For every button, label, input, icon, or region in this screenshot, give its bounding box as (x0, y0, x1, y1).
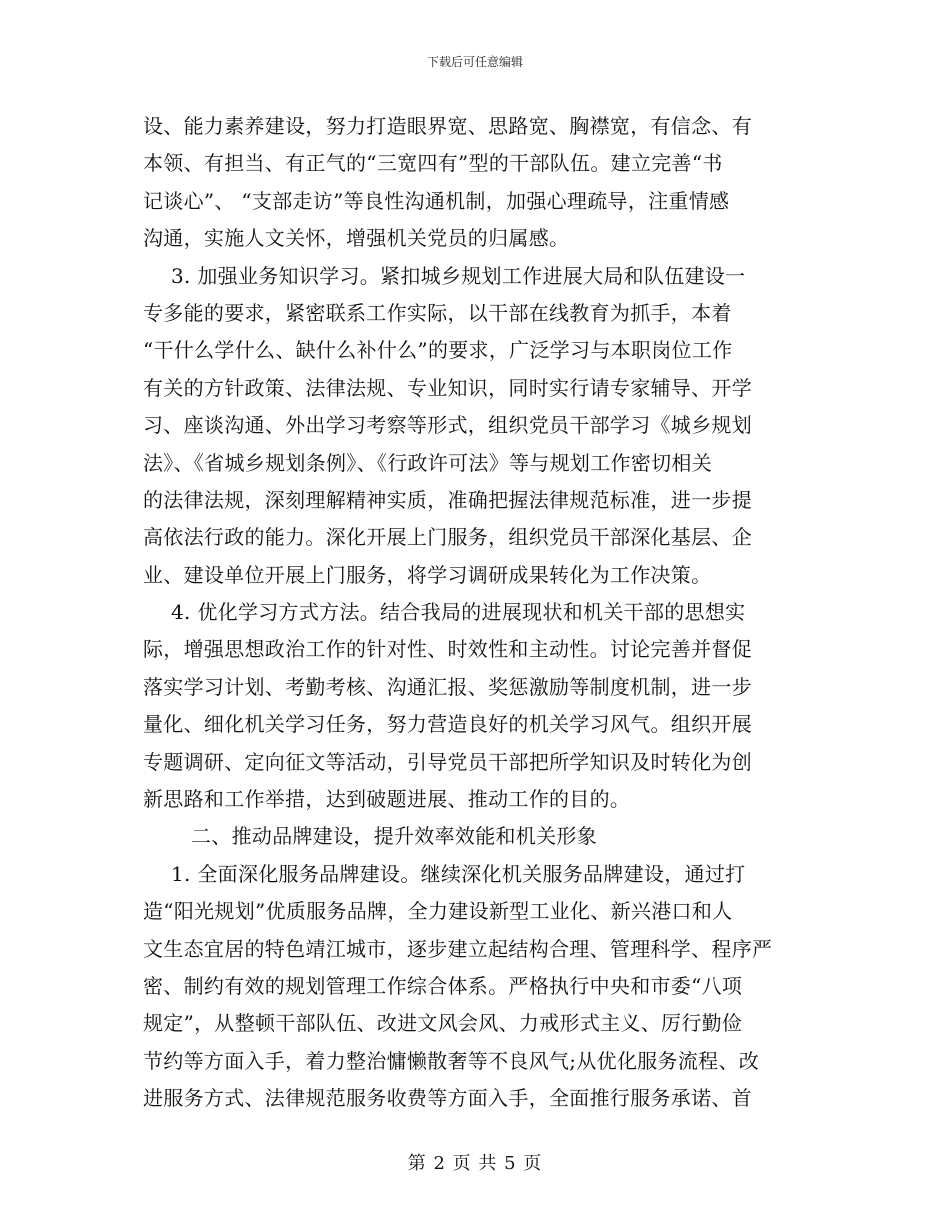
text-line: 量化、细化机关学习任务，努力营造良好的机关学习风气。组织开展 (143, 712, 752, 737)
document-body (143, 108, 811, 1118)
text-line: 沟通，实施人文关怀，增强机关党员的归属感。 (143, 226, 570, 251)
text-line: 习、座谈沟通、外出学习考察等形式，组织党员干部学习《城乡规划 (143, 413, 752, 438)
text-line: 的法律法规，深刻理解精神实质，准确把握法律规范标准，进一步提 (143, 487, 752, 512)
text-line: 高依法行政的能力。深化开展上门服务，组织党员干部深化基层、企 (143, 525, 752, 550)
page-footer: 第 2 页 共 5 页 (407, 1153, 543, 1174)
text-line: 新思路和工作举措，达到破题进展、推动工作的目的。 (143, 787, 631, 812)
text-line: 规定”，从整顿干部队伍、改进文风会风、力戒形式主义、厉行勤俭 (143, 1011, 743, 1036)
text-line: 法》、《省城乡规划条例》、《行政许可法》等与规划工作密切相关 (143, 450, 712, 475)
text-line: “干什么学什么、缺什么补什么”的要求，广泛学习与本职岗位工作 (143, 338, 733, 363)
text-line: 1. 全面深化服务品牌建设。继续深化机关服务品牌建设，通过打 (171, 861, 746, 886)
page-header: 下载后可任意编辑 (426, 55, 523, 69)
text-line: 设、能力素养建设，努力打造眼界宽、思路宽、胸襟宽，有信念、有 (143, 114, 752, 138)
section-heading: 二、推动品牌建设，提升效率效能和机关形象 (191, 824, 597, 849)
text-line: 造“阳光规划”优质服务品牌，全力建设新型工业化、新兴港口和人 (143, 899, 733, 924)
text-line: 际，增强思想政治工作的针对性、时效性和主动性。讨论完善并督促 (143, 637, 752, 662)
text-line: 记谈心”、 “支部走访”等良性沟通机制，加强心理疏导，注重情感 (143, 188, 730, 213)
text-line: 文生态宜居的特色靖江城市，逐步建立起结构合理、管理科学、程序严 (143, 936, 773, 961)
text-line: 专题调研、定向征文等活动，引导党员干部把所学知识及时转化为创 (143, 749, 752, 774)
text-line: 进服务方式、法律规范服务收费等方面入手，全面推行服务承诺、首 (143, 1086, 752, 1111)
text-line: 专多能的要求，紧密联系工作实际，以干部在线教育为抓手，本着 (143, 300, 732, 325)
text-line: 4. 优化学习方式方法。结合我局的进展现状和机关干部的思想实 (171, 600, 746, 625)
text-line: 节约等方面入手，着力整治慵懒散奢等不良风气;从优化服务流程、改 (143, 1048, 760, 1073)
text-line: 落实学习计划、考勤考核、沟通汇报、奖惩激励等制度机制，进一步 (143, 674, 752, 699)
text-line: 密、制约有效的规划管理工作综合体系。严格执行中央和市委“八项 (143, 973, 743, 998)
text-line: 业、建设单位开展上门服务，将学习调研成果转化为工作决策。 (143, 562, 712, 587)
text-line: 本领、有担当、有正气的“三宽四有”型的干部队伍。建立完善“书 (143, 151, 723, 176)
text-line: 有关的方针政策、法律法规、专业知识，同时实行请专家辅导、开学 (143, 375, 752, 400)
text-line: 3. 加强业务知识学习。紧扣城乡规划工作进展大局和队伍建设一 (171, 263, 746, 288)
